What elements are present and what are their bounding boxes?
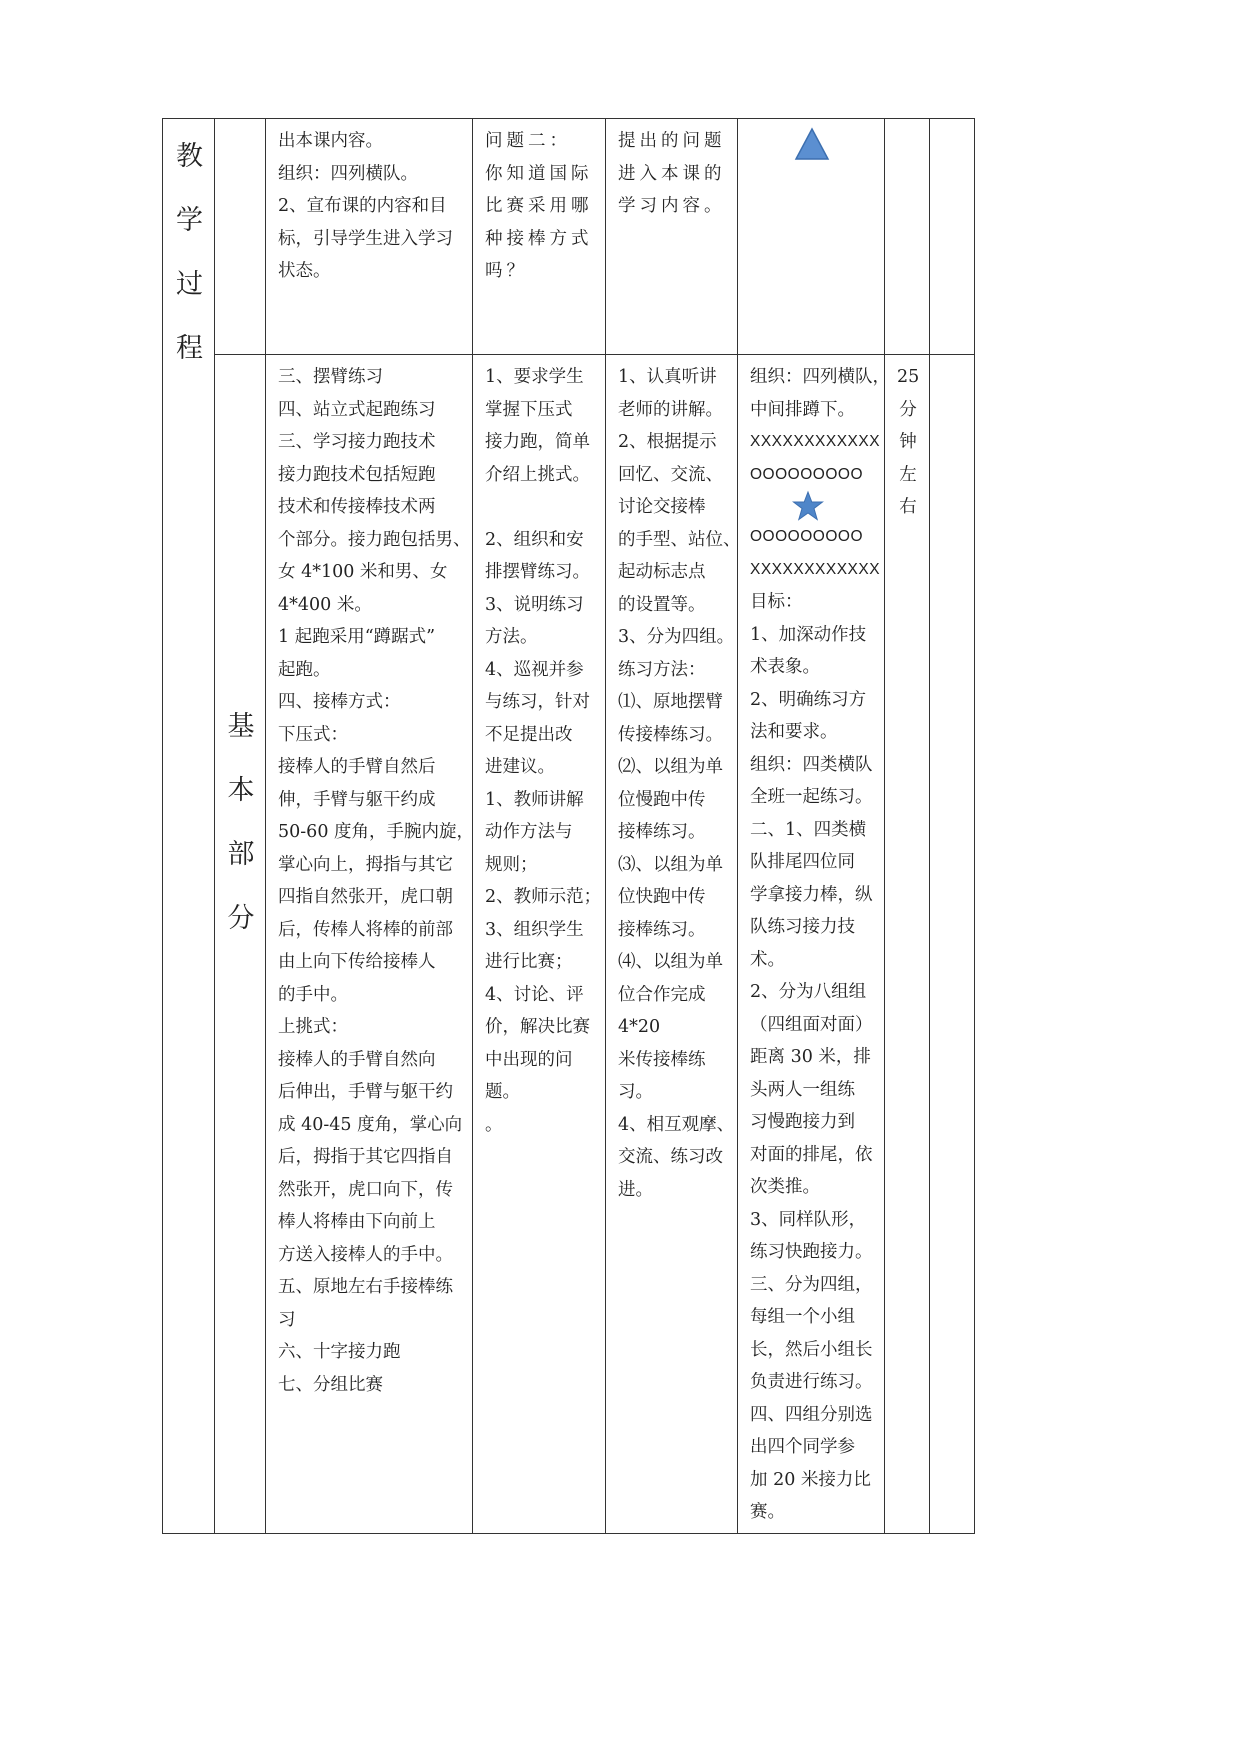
text-line: 标，引导学生进入学习 (278, 228, 453, 249)
text-line: 五、原地左右手接棒练 (278, 1277, 453, 1297)
text-line: 出四个同学参 (750, 1437, 855, 1457)
text-line: 1、认真听讲 (618, 367, 717, 387)
text-line: 的设置等。 (618, 594, 706, 615)
text-line: 起动标志点 (618, 562, 706, 582)
text-line: 进。 (618, 1179, 653, 1200)
part-label (228, 695, 255, 951)
part-label-cell-empty (215, 119, 266, 355)
text-line: 4、相互观摩、 (618, 1114, 735, 1135)
text-line: 位合作完成 (618, 984, 706, 1005)
text-line: 3、组织学生 (485, 919, 584, 940)
text-line: 位慢跑中传 (618, 789, 706, 810)
time-cell-empty (885, 119, 930, 355)
text-line: 4*400 米。 (278, 594, 372, 615)
text-line: 米传接棒练 (618, 1049, 706, 1070)
text-line: 长，然后小组长 (750, 1339, 873, 1360)
text-line: 1、要求学生 (485, 367, 584, 387)
text-line: 1 起跑采用“蹲踞式” (278, 627, 436, 647)
text-line: 接棒人的手臂自然向 (278, 1049, 436, 1070)
text-line: 六、十字接力跑 (278, 1342, 401, 1362)
text-line: 讨论交接棒 (618, 497, 706, 517)
part-label-char: 本 (227, 775, 255, 806)
text-line: XXXXXXXXXXXX (750, 560, 881, 578)
text-line: 问题二： (485, 131, 571, 151)
text-line: 上挑式： (278, 1017, 348, 1037)
text-line: 题。 (485, 1082, 520, 1102)
text-line: 回忆、交流、 (618, 464, 723, 485)
text-line: 伸，手臂与躯干约成 (278, 789, 436, 810)
text-line: 2、宣布课的内容和目 (278, 196, 447, 216)
text-line: ⑴、原地摆臂 (618, 692, 723, 712)
text-line: 3、说明练习 (485, 594, 584, 615)
text-line: 然张开，虎口向下，传 (278, 1179, 453, 1200)
part-label-char: 分 (227, 903, 255, 934)
notes-cell-empty (930, 119, 975, 355)
text-line: 下压式： (278, 724, 348, 745)
organization-top (750, 361, 890, 491)
text-line: 七、分组比赛 (278, 1374, 383, 1395)
text-line: 四、接棒方式： (278, 692, 401, 712)
text-line: 全班一起练习。 (750, 787, 873, 807)
text-line: 钟 (899, 432, 917, 452)
text-line: 接力跑技术包括短跑 (278, 464, 436, 485)
text-line: ⑶、以组为单 (618, 854, 723, 875)
text-line: 老师的讲解。 (618, 399, 723, 420)
text-line: 组织：四列横队。 (278, 163, 418, 184)
text-line: 技术和传接棒技术两 (278, 497, 436, 517)
organization-cell (738, 119, 885, 355)
notes-cell-empty (930, 355, 975, 1534)
text-line: 四、站立式起跑练习 (278, 399, 436, 420)
text-line: 25 (897, 367, 920, 387)
part-label-char: 基 (227, 711, 255, 742)
text-line: 头两人一组练 (750, 1079, 855, 1100)
text-line: OOOOOOOOO (750, 465, 864, 483)
organization-cell (738, 355, 890, 1534)
text-line: 出本课内容。 (278, 131, 383, 151)
teacher-method-cell (473, 355, 606, 1534)
text-line: 习慢跑接力到 (750, 1112, 855, 1132)
text-line: 2、组织和安 (485, 529, 584, 550)
text-line: 价，解决比赛 (485, 1017, 590, 1037)
text-line: 后，传棒人将棒的前部 (278, 919, 453, 940)
text-line: （四组面对面） (750, 1014, 873, 1035)
text-line: 位快跑中传 (618, 887, 706, 907)
text-line: 后，拇指于其它四指自 (278, 1147, 453, 1167)
triangle-icon (794, 127, 830, 161)
text-line: 比赛采用哪 (485, 196, 593, 216)
text-line: 法和要求。 (750, 722, 838, 742)
text-line: 术。 (750, 949, 785, 970)
text-line: 种接棒方式 (485, 228, 593, 249)
text-line: 组织：四列横队， (750, 367, 890, 387)
text-line: 目标： (750, 592, 803, 612)
text-line: XXXXXXXXXXXX (750, 433, 881, 450)
text-line: 3、同样队形， (750, 1209, 867, 1230)
text-line: 距离 30 米，排 (750, 1047, 871, 1067)
text-line: 传接棒练习。 (618, 724, 723, 745)
text-line: 个部分。接力跑包括男、 (278, 529, 471, 550)
text-line: 接棒人的手臂自然后 (278, 757, 436, 777)
text-line: 接力跑，简单 (485, 432, 590, 452)
star-icon (792, 491, 824, 521)
text-line: 组织：四类横队 (750, 754, 873, 775)
text-line: 成 40-45 度角，掌心向 (278, 1114, 463, 1135)
text-line: 与练习，针对 (485, 692, 590, 712)
time-cell (885, 355, 930, 1534)
teacher-content-cell (266, 119, 473, 355)
text-line: 不足提出改 (485, 724, 573, 745)
text-line: 对面的排尾，依 (750, 1144, 873, 1165)
text-line: 2、教师示范； (485, 887, 602, 907)
text-line: 提出的问题 (618, 131, 726, 151)
text-line: 后伸出，手臂与躯干约 (278, 1082, 453, 1102)
text-line: 50-60 度角，手腕内旋， (278, 822, 475, 842)
section-label-char: 程 (176, 333, 203, 364)
text-line: 1、加深动作技 (750, 624, 867, 645)
part-label-cell (215, 355, 266, 1534)
text-line: 方法。 (485, 627, 538, 647)
text-line: 排摆臂练习。 (485, 562, 590, 582)
lesson-plan-table (162, 118, 975, 1534)
text-line: 4、讨论、评 (485, 984, 584, 1005)
text-line: 四指自然张开，虎口朝 (278, 887, 453, 907)
text-line: 左 (899, 464, 917, 485)
text-line: 4、巡视并参 (485, 659, 584, 680)
text-line: 队排尾四位同 (750, 852, 855, 872)
text-line: 吗？ (485, 261, 528, 281)
text-line: 4*20 (618, 1017, 661, 1037)
text-line: 交流、练习改 (618, 1147, 723, 1167)
section-label-char: 教 (176, 141, 203, 172)
text-line: 四、四组分别选 (750, 1404, 873, 1425)
part-label-char: 部 (227, 839, 255, 870)
text-line: 三、分为四组， (750, 1274, 873, 1295)
text-line: 1、教师讲解 (485, 789, 584, 810)
text-line: 加 20 米接力比 (750, 1469, 871, 1490)
text-line: ⑷、以组为单 (618, 952, 723, 972)
text-line: 介绍上挑式。 (485, 464, 590, 485)
text-line: 练习方法： (618, 659, 706, 680)
text-line: 状态。 (278, 261, 331, 281)
text-line: 术表象。 (750, 657, 820, 677)
text-line: 赛。 (750, 1502, 785, 1522)
text-line: 三、学习接力跑技术 (278, 432, 436, 452)
text-line: 中间排蹲下。 (750, 399, 855, 420)
text-line: 棒人将棒由下向前上 (278, 1212, 436, 1232)
section-label-cell (163, 119, 215, 1534)
text-line: 右 (899, 497, 917, 517)
text-line: 习 (278, 1309, 296, 1330)
text-line: 的手型、站位、 (618, 529, 741, 550)
text-line: 2、分为八组组 (750, 982, 867, 1002)
student-activity-cell (606, 119, 738, 355)
text-line: 掌握下压式 (485, 399, 573, 420)
section-label-char: 过 (176, 269, 203, 300)
text-line: 你知道国际 (485, 163, 593, 184)
text-line: 起跑。 (278, 659, 331, 680)
teacher-method-cell (473, 119, 606, 355)
text-line (485, 491, 595, 524)
text-line: 进行比赛； (485, 952, 573, 972)
text-line: 由上向下传给接棒人 (278, 952, 436, 972)
student-activity-cell (606, 355, 741, 1534)
teacher-content-cell (266, 355, 473, 1534)
section-label (176, 125, 203, 381)
text-line: 2、根据提示 (618, 432, 717, 452)
text-line: 接棒练习。 (618, 822, 706, 842)
text-line: 习。 (618, 1082, 653, 1102)
text-line: 规则； (485, 854, 538, 875)
text-line: 练习快跑接力。 (750, 1242, 873, 1262)
text-line: 二、1、四类横 (750, 819, 867, 840)
text-line: 队练习接力技 (750, 917, 855, 937)
text-line: 2、明确练习方 (750, 689, 867, 710)
text-line: 学习内容。 (618, 196, 726, 216)
text-line: 。 (485, 1114, 503, 1135)
text-line: 三、摆臂练习 (278, 367, 383, 387)
organization-bottom (750, 521, 881, 1529)
text-line: 学拿接力棒，纵 (750, 884, 873, 905)
text-line: 次类推。 (750, 1177, 820, 1197)
text-line: 负责进行练习。 (750, 1372, 873, 1392)
text-line: 接棒练习。 (618, 919, 706, 940)
text-line: 方送入接棒人的手中。 (278, 1244, 453, 1265)
text-line: 中出现的问 (485, 1049, 573, 1070)
text-line: 进入本课的 (618, 163, 726, 184)
text-line: 分 (899, 399, 917, 420)
section-label-char: 学 (176, 205, 203, 236)
text-line: 进建议。 (485, 757, 555, 777)
text-line: 的手中。 (278, 984, 348, 1005)
text-line: 3、分为四组。 (618, 627, 735, 647)
text-line: 女 4*100 米和男、女 (278, 562, 448, 582)
text-line: ⑵、以组为单 (618, 757, 723, 777)
text-line: 动作方法与 (485, 822, 573, 842)
table-row-main (163, 355, 975, 1534)
table-row-intro (163, 119, 975, 355)
text-line: 每组一个小组 (750, 1307, 855, 1327)
text-line: 掌心向上，拇指与其它 (278, 854, 453, 875)
text-line: OOOOOOOOO (750, 528, 864, 545)
